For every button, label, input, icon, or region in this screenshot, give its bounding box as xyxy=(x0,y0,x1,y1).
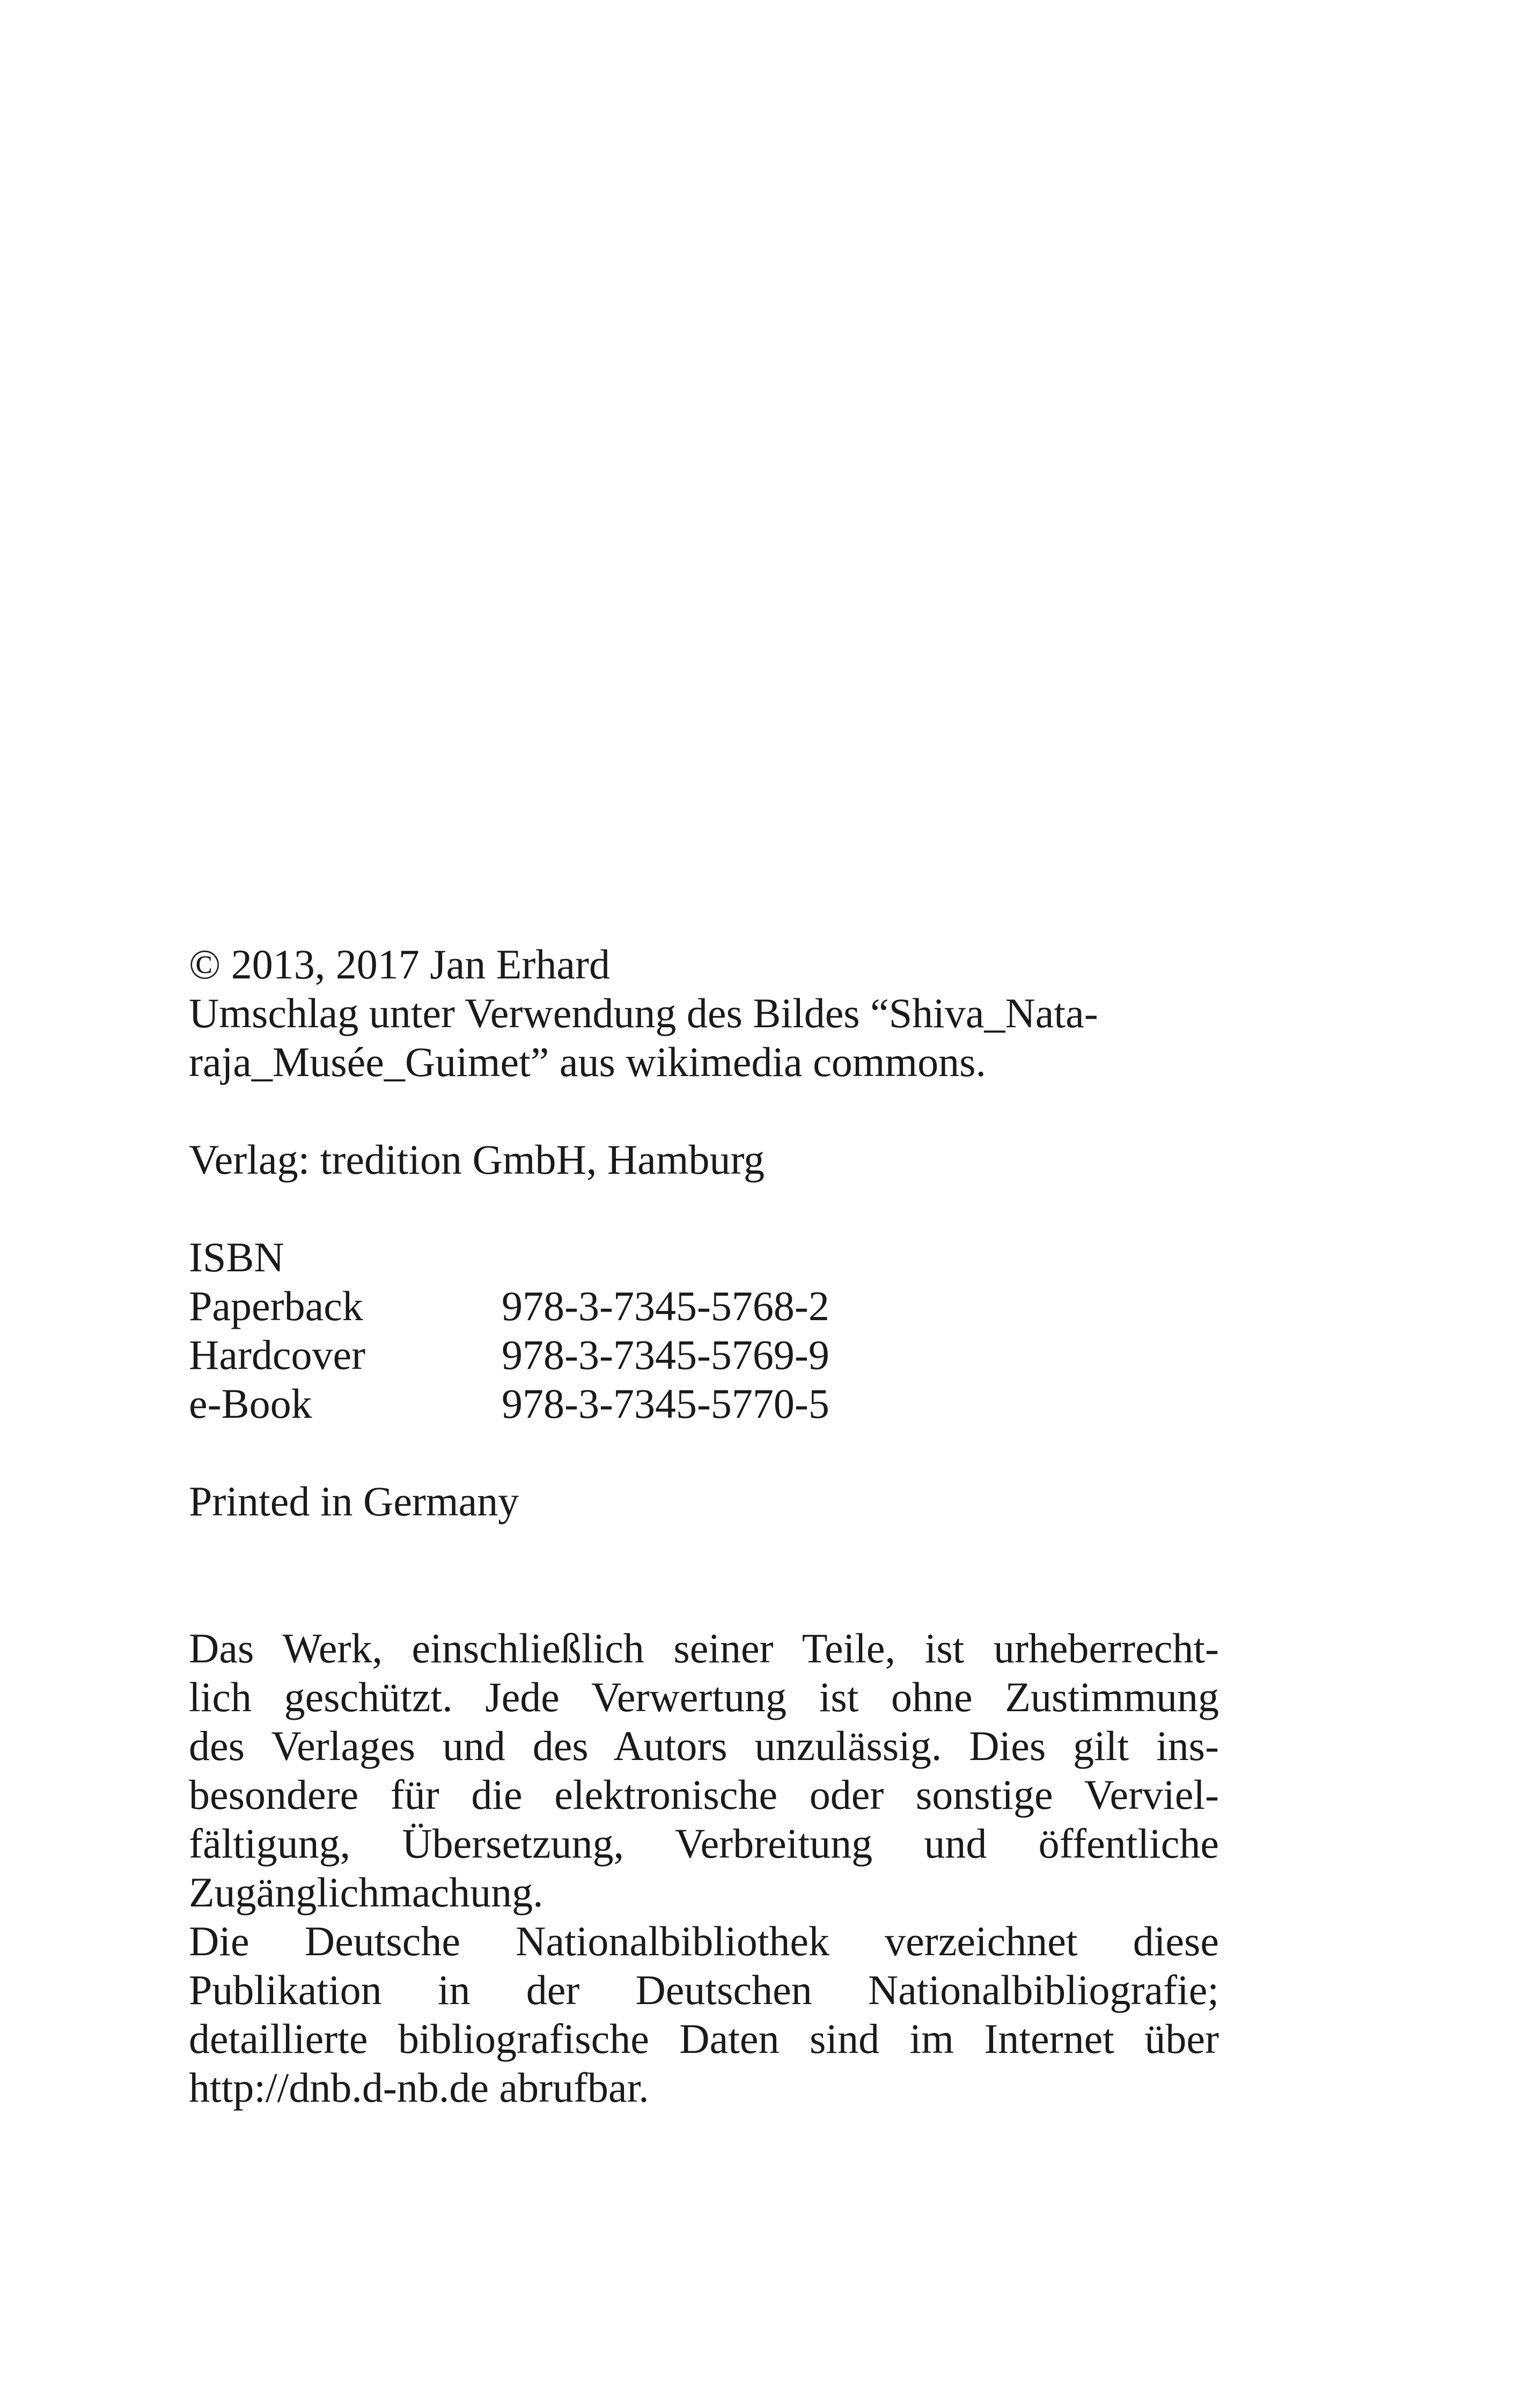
isbn-block xyxy=(189,1233,1219,1428)
isbn-value: 978-3-7345-5770-5 xyxy=(502,1380,829,1427)
legal-line: des Verlages und des Autors unzulässig. Dies gilt ins- xyxy=(189,1722,1219,1769)
legal-line: Das Werk, einschließlich seiner Teile, ist urheberrecht- xyxy=(189,1625,1219,1671)
isbn-row-ebook xyxy=(189,1379,1219,1428)
legal-notice xyxy=(189,1624,1219,2112)
copyright-block xyxy=(189,940,1219,1086)
isbn-heading: ISBN xyxy=(189,1234,284,1280)
isbn-row-hardcover xyxy=(189,1330,1219,1379)
cover-credit-line-1: Umschlag unter Verwendung des Bildes “Shiva_Nata- xyxy=(189,990,1098,1036)
printed-in-line: Printed in Germany xyxy=(189,1478,519,1525)
isbn-label: Paperback xyxy=(189,1283,363,1329)
publisher-line: Verlag: tredition GmbH, Hamburg xyxy=(189,1136,765,1183)
legal-line: http://dnb.d-nb.de abrufbar. xyxy=(189,2064,649,2111)
isbn-label: e-Book xyxy=(189,1380,312,1427)
legal-line: besondere für die elektronische oder sonstige Verviel- xyxy=(189,1771,1219,1818)
legal-line: detaillierte bibliografische Daten sind im Internet über xyxy=(189,2015,1219,2062)
legal-line: fältigung, Übersetzung, Verbreitung und öffentliche xyxy=(189,1820,1219,1867)
isbn-value: 978-3-7345-5769-9 xyxy=(502,1331,829,1378)
isbn-value: 978-3-7345-5768-2 xyxy=(502,1283,829,1329)
legal-line: Publikation in der Deutschen Nationalbibliografie; xyxy=(189,1967,1219,2013)
legal-line: Zugänglichmachung. xyxy=(189,1869,543,1916)
legal-line: lich geschützt. Jede Verwertung ist ohne Zustimmung xyxy=(189,1674,1219,1720)
publisher-block xyxy=(189,1135,1219,1184)
legal-line: Die Deutsche Nationalbibliothek verzeichnet diese xyxy=(189,1918,1219,1964)
isbn-row-paperback xyxy=(189,1282,1219,1330)
cover-credit-line-2: raja_Musée_Guimet” aus wikimedia commons. xyxy=(189,1039,986,1085)
isbn-label: Hardcover xyxy=(189,1331,366,1378)
printed-block xyxy=(189,1477,1219,1526)
copyright-line: © 2013, 2017 Jan Erhard xyxy=(189,941,610,988)
